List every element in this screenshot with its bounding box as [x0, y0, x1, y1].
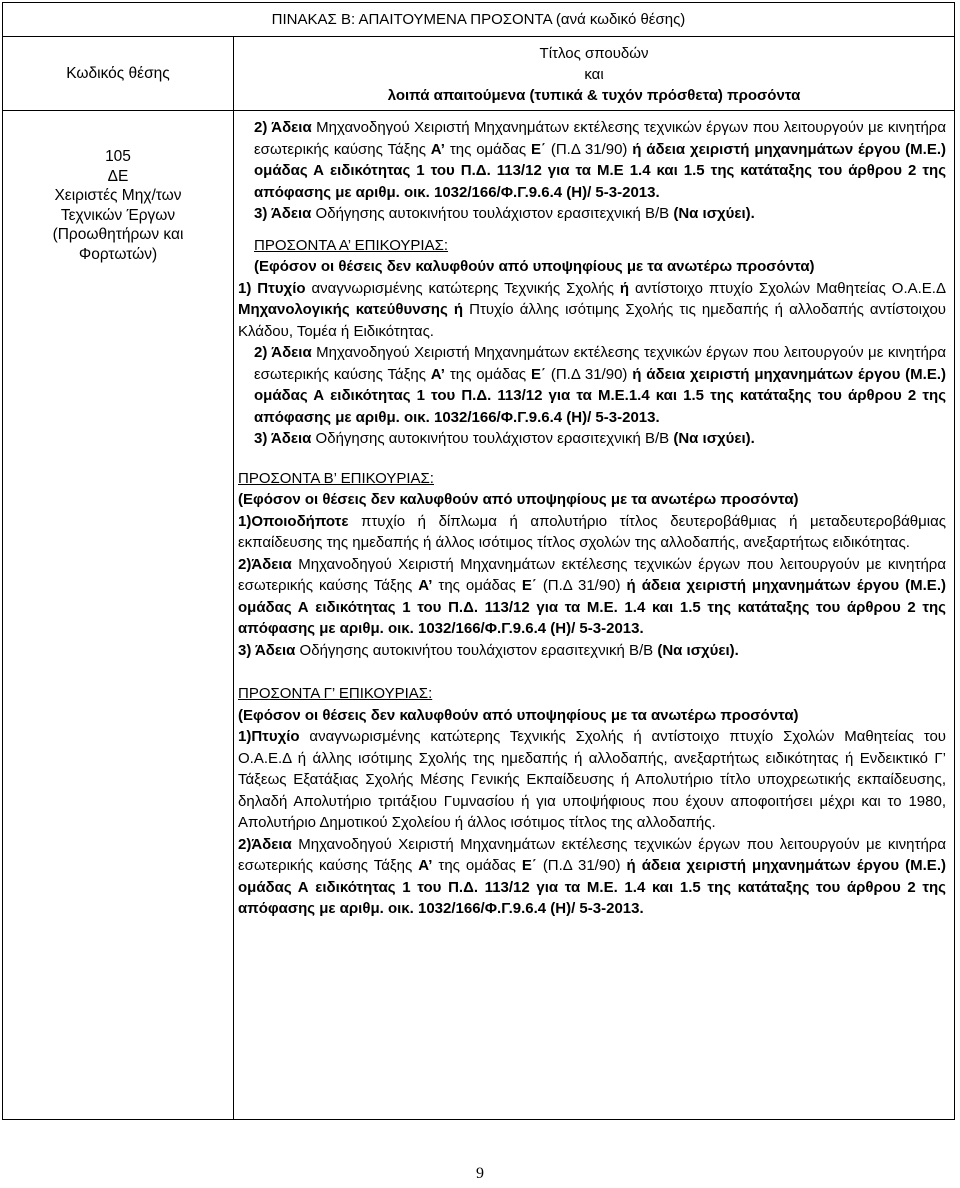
header-line-1: Τίτλος σπουδών: [539, 45, 649, 62]
section-b-title: ΠΡΟΣΟΝΤΑ Β’ ΕΠΙΚΟΥΡΙΑΣ:: [238, 469, 434, 487]
header-line-3: λοιπά απαιτούμενα (τυπικά & τυχόν πρόσθετα) προσόντα: [387, 87, 801, 104]
section-a-item-3: 3) Άδεια Οδήγησης αυτοκινήτου τουλάχιστον ερασιτεχνική Β/Β (Να ισχύει).: [254, 430, 755, 447]
section-b-item-1: 1)Οποιοδήποτε πτυχίο ή δίπλωμα ή απολυτήριο τίτλος δευτεροβάθμιας ή μεταδευτεροβάθμιας εκπαίδευσης της ημεδαπής ή άλλος ισότιμος τίτλος σχολών της αλλοδαπής, ανεξαρτήτως ειδικότητας.: [238, 512, 946, 551]
qualifications-cell: [234, 111, 955, 1120]
header-line-2: και: [584, 66, 604, 83]
section-c-item-1: 1)Πτυχίο αναγνωρισμένης κατώτερης Τεχνικής Σχολής ή αντίστοιχο πτυχίο Σχολών Μαθητείας του Ο.Α.Ε.Δ ή άλλης ισότιμης Σχολής της ημεδαπής ή αλλοδαπής, ανεξαρτήτως ειδικότητας ή Ενδεικτικό Γ’ Τάξεως Εξατάξιας Σχολής Μέσης Γενικής Εκπαίδευσης ή Απολυτήριο τίτλο υποχρεωτικής εκπαίδευσης, δηλαδή Απολυτήριο τριτάξιου Γυμνασίου ή για υποψήφιους που έχουν αποφοιτήσει μέχρι και το 1980, Απολυτήριο Δημοτικού Σχολείου ή άλλος ισότιμος τίτλος της αλλοδαπής.: [238, 728, 946, 831]
position-title-line-1: Χειριστές Μηχ/των: [54, 187, 182, 204]
table-caption: ΠΙΝΑΚΑΣ Β: ΑΠΑΙΤΟΥΜΕΝΑ ΠΡΟΣΟΝΤΑ (ανά κωδικό θέσης): [3, 3, 955, 37]
section-a-item-1: 1) Πτυχίο αναγνωρισμένης κατώτερης Τεχνικής Σχολής ή αντίστοιχο πτυχίο Σχολών Μαθητείας Ο.Α.Ε.Δ Μηχανολογικής κατεύθυνσης ή Πτυχίο άλλης ισότιμης Σχολής τις ημεδαπής ή αλλοδαπής αντίστοιχου Κλάδου, Τομέα ή Ειδικότητας.: [238, 279, 946, 340]
section-c-item-2: 2)Άδεια Μηχανοδηγού Χειριστή Μηχανημάτων εκτέλεσης τεχνικών έργων που λειτουργούν με κινητήρα εσωτερικής καύσης Τάξης Α’ της ομάδας Ε΄ (Π.Δ 31/90) ή άδεια χειριστή μηχανημάτων έργου (Μ.Ε.) ομάδας Α ειδικότητας 1 του Π.Δ. 113/12 για τα Μ.Ε. 1.4 και 1.5 της κατάταξης του άρθρου 2 της απόφασης με αριθμ. οικ. 1032/166/Φ.Γ.9.6.4 (Η)/ 5-3-2013.: [238, 835, 946, 917]
position-title-line-2: Τεχνικών Έργων: [60, 206, 176, 224]
page-number: 9: [476, 1165, 484, 1182]
section-c-title: ΠΡΟΣΟΝΤΑ Γ’ ΕΠΙΚΟΥΡΙΑΣ:: [238, 685, 433, 702]
main-item-3: 3) Άδεια Οδήγησης αυτοκινήτου τουλάχιστον ερασιτεχνική Β/Β (Να ισχύει).: [254, 205, 755, 222]
section-a-condition: (Εφόσον οι θέσεις δεν καλυφθούν από υποψηφίους με τα ανωτέρω προσόντα): [254, 258, 815, 275]
section-c: [238, 683, 946, 920]
section-a: [238, 235, 946, 450]
section-b-item-2: 2)Άδεια Μηχανοδηγού Χειριστή Μηχανημάτων εκτέλεσης τεχνικών έργων που λειτουργούν με κινητήρα εσωτερικής καύσης Τάξης Α’ της ομάδας Ε΄ (Π.Δ 31/90) ή άδεια χειριστή μηχανημάτων έργου (Μ.Ε.) ομάδας Α ειδικότητας 1 του Π.Δ. 113/12 για τα Μ.Ε. 1.4 και 1.5 της κατάταξης του άρθρου 2 της απόφασης με αριθμ. οικ. 1032/166/Φ.Γ.9.6.4 (Η)/ 5-3-2013.: [238, 555, 946, 637]
position-title-line-3: (Προωθητήρων και: [52, 226, 184, 243]
section-b: [238, 468, 946, 662]
requirements-table: [2, 2, 955, 1120]
section-a-item-2: 2) Άδεια Μηχανοδηγού Χειριστή Μηχανημάτων εκτέλεσης τεχνικών έργων που λειτουργούν με κινητήρα εσωτερικής καύσης Τάξης Α’ της ομάδας Ε΄ (Π.Δ 31/90) ή άδεια χειριστή μηχανημάτων έργου (Μ.Ε.) ομάδας Α ειδικότητας 1 του Π.Δ. 113/12 για τα Μ.Ε.1.4 και 1.5 της κατάταξης του άρθρου 2 της απόφασης με αριθμ. οικ. 1032/166/Φ.Γ.9.6.4 (Η)/ 5-3-2013.: [254, 344, 946, 426]
position-code: 105: [105, 148, 131, 165]
position-category: ΔΕ: [107, 167, 129, 185]
section-b-item-3: 3) Άδεια Οδήγησης αυτοκινήτου τουλάχιστον ερασιτεχνική Β/Β (Να ισχύει).: [238, 641, 739, 659]
position-title-line-4: Φορτωτών): [78, 245, 158, 263]
section-a-title: ΠΡΟΣΟΝΤΑ Α’ ΕΠΙΚΟΥΡΙΑΣ:: [254, 236, 449, 254]
position-code-cell: [3, 111, 234, 1120]
main-item-2: 2) Άδεια Μηχανοδηγού Χειριστή Μηχανημάτων εκτέλεσης τεχνικών έργων που λειτουργούν με κινητήρα εσωτερικής καύσης Τάξης Α’ της ομάδας Ε΄ (Π.Δ 31/90) ή άδεια χειριστή μηχανημάτων έργου (Μ.Ε.) ομάδας Α ειδικότητας 1 του Π.Δ. 113/12 για τα Μ.Ε 1.4 και 1.5 της κατάταξης του άρθρου 2 της απόφασης με αριθμ. οικ. 1032/166/Φ.Γ.9.6.4 (Η)/ 5-3-2013.: [254, 119, 946, 201]
column-header-qualifications: [234, 37, 955, 111]
section-c-condition: (Εφόσον οι θέσεις δεν καλυφθούν από υποψηφίους με τα ανωτέρω προσόντα): [238, 706, 799, 724]
section-b-condition: (Εφόσον οι θέσεις δεν καλυφθούν από υποψηφίους με τα ανωτέρω προσόντα): [238, 491, 799, 508]
column-header-code: Κωδικός θέσης: [3, 37, 234, 111]
